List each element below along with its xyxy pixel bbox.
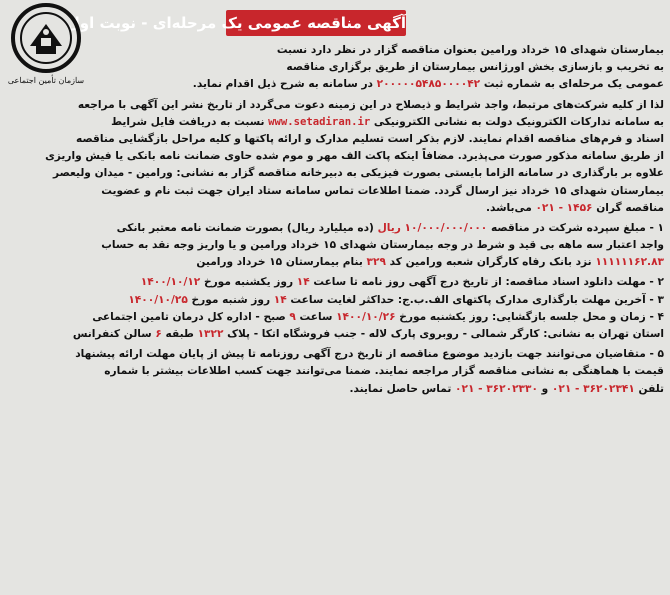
notice-line	[6, 346, 664, 363]
notice-line	[6, 183, 664, 200]
notice-text: تماس حاصل نمایند.	[349, 382, 456, 395]
notice-line	[6, 220, 664, 237]
notice-text: بیمارستان شهدای ۱۵ خرداد نیز ارسال گردد. ضمنا اطلاعات تماس سامانه ستاد ایران جهت ثبت نام و عضویت	[101, 184, 664, 197]
notice-line	[6, 309, 664, 326]
notice-text: ۲ - مهلت دانلود اسناد مناقصه: از تاریخ درج آگهی روز نامه تا ساعت	[309, 276, 664, 289]
notice-text: بیمارستان شهدای ۱۵ خرداد ورامین بعنوان مناقصه گزار در نظر دارد نسبت	[276, 44, 664, 56]
highlighted-value: ۳۲۹	[366, 256, 386, 269]
notice-line	[6, 131, 664, 148]
notice-line	[6, 274, 664, 291]
notice-line	[6, 237, 664, 254]
notice-text: لذا از کلیه شرکت‌های مرتبط، واجد شرایط و ذیصلاح در این زمینه دعوت می‌گردد از تاریخ نشر این آگهی با مراجعه	[77, 98, 664, 111]
notice-title: آگهی مناقصه عمومی یک مرحله‌ای - نوبت اول	[226, 10, 406, 36]
notice-text: به سامانه تدارکات الکترونیک دولت به نشانی الکترونیکی	[370, 115, 664, 128]
notice-line	[6, 165, 664, 182]
notice-paragraph	[6, 346, 664, 398]
notice-line	[6, 292, 664, 309]
notice-text: اسناد و فرم‌های مناقصه اقدام نمایند. لازم بذکر است تسلیم مدارک و ارائه پاکتها و کلیه مراحل بازگشایی مناقصه	[76, 132, 664, 145]
notice-line	[6, 326, 664, 343]
highlighted-value: ۲۰۰۰۰۰۵۴۸۵۰۰۰۰۴۲	[376, 78, 481, 91]
notice-line	[98, 76, 664, 93]
highlighted-value: ۱۴۵۶ - ۰۲۱	[535, 201, 593, 214]
highlighted-value: ۱۳۲۲	[197, 328, 224, 340]
highlighted-value: ۳۶۲۰۲۳۴۱ - ۰۲۱	[551, 382, 635, 395]
notice-text: ۱ - مبلغ سپرده شرکت در مناقصه	[487, 221, 664, 234]
notice-line	[6, 114, 664, 131]
notice-text: از طریق سامانه مذکور صورت می‌پذیرد. مضافاً اینکه پاکت الف مهر و موم شده حاوی ضمانت نامه بانکی یا فیش واریزی	[45, 150, 664, 163]
notice-text: بنام بیمارستان ۱۵ خرداد ورامین	[196, 256, 367, 269]
notice-text: ۴ - زمان و محل جلسه بازگشایی: روز یکشنبه مورخ	[395, 310, 664, 323]
notice-line	[6, 381, 664, 398]
highlighted-value: ۹	[289, 310, 296, 323]
notice-paragraph	[6, 42, 664, 94]
highlighted-value: ۱۱۱۱۱۱۶۲.۸۳	[595, 256, 664, 269]
tender-website-link[interactable]: www.setadiran.ir	[268, 115, 371, 128]
notice-text: استان تهران به نشانی: کارگر شمالی - روبروی پارک لاله - جنب فروشگاه اتکا - پلاک	[223, 328, 664, 340]
notice-text: واجد اعتبار سه ماهه بی قید و شرط در وجه بیمارستان شهدای ۱۵ خرداد ورامین و یا واریز وجه نقد به حساب	[101, 239, 664, 252]
notice-text: به تخریب و بازسازی بخش اورژانس بیمارستان از طریق برگزاری مناقصه	[286, 61, 664, 74]
highlighted-value: ۱۴	[296, 276, 310, 289]
highlighted-value: ۱۴	[273, 293, 287, 306]
notice-paragraph	[6, 274, 664, 343]
notice-text: می‌باشد.	[485, 201, 536, 214]
logo-caption: سازمان تأمین اجتماعی	[7, 76, 85, 85]
notice-text: طبقه	[161, 328, 198, 340]
notice-header	[6, 6, 664, 46]
notice-line	[6, 200, 664, 217]
notice-text: صبح - اداره کل درمان تامین اجتماعی	[92, 310, 290, 323]
notice-text: تلفن	[634, 382, 664, 395]
notice-line	[6, 97, 664, 114]
notice-text: ساعت	[295, 310, 337, 323]
notice-text: علاوه بر بارگذاری در سامانه الزاما بایستی بصورت فیزیکی به دبیرخانه مناقصه گزار به نشانی: ورامین - میدان ولیعصر	[52, 167, 664, 180]
notice-text: روز یکشنبه مورخ	[200, 276, 297, 289]
notice-text: در سامانه به شرح ذیل اقدام نماید.	[192, 78, 377, 91]
highlighted-value: ۱۰/۰۰۰/۰۰۰/۰۰۰ ریال	[377, 221, 488, 234]
highlighted-value: ۳۶۲۰۲۳۳۰ - ۰۲۱	[455, 382, 538, 395]
notice-text: ۳ - آخرین مهلت بارگذاری مدارک پاکتهای الف.ب.ج: حداکثر لغایت ساعت	[286, 293, 664, 306]
notice-paragraph	[6, 220, 664, 272]
notice-line	[98, 42, 664, 59]
highlighted-value: ۱۴۰۰/۱۰/۲۵	[128, 293, 188, 306]
notice-text: عمومی یک مرحله‌ای به شماره ثبت	[480, 78, 664, 91]
notice-body	[6, 42, 664, 401]
highlighted-value: ۱۴۰۰/۱۰/۱۲	[140, 276, 201, 289]
notice-line	[6, 254, 664, 271]
notice-text: ۵ - متقاضیان می‌توانند جهت بازدید موضوع مناقصه از تاریخ درج آگهی روزنامه تا پیش از پایان مهلت ارائه پیشنهاد	[75, 348, 664, 361]
notice-line	[6, 363, 664, 380]
notice-text: و	[537, 382, 552, 395]
paragraph-gap	[6, 398, 664, 401]
notice-line	[98, 59, 664, 76]
notice-text: نسبت به دریافت فایل شرایط	[111, 115, 269, 128]
notice-text: قیمت با هماهنگی به نشانی مناقصه گزار مراجعه نمایند. ضمنا می‌توانند جهت کسب اطلاعات بیشتر با شماره	[104, 365, 664, 378]
notice-text: روز شنبه مورخ	[187, 293, 274, 306]
notice-line	[6, 148, 664, 165]
highlighted-value: ۶	[155, 328, 162, 340]
notice-text: مناقصه گران	[592, 201, 664, 214]
notice-text: (ده میلیارد ریال) بصورت ضمانت نامه معتبر بانکی	[116, 221, 378, 234]
notice-text: نزد بانک رفاه کارگران شعبه ورامین کد	[385, 256, 596, 269]
notice-text: سالن کنفرانس	[72, 328, 156, 340]
highlighted-value: ۱۴۰۰/۱۰/۲۶	[336, 310, 396, 323]
notice-paragraph	[6, 97, 664, 217]
